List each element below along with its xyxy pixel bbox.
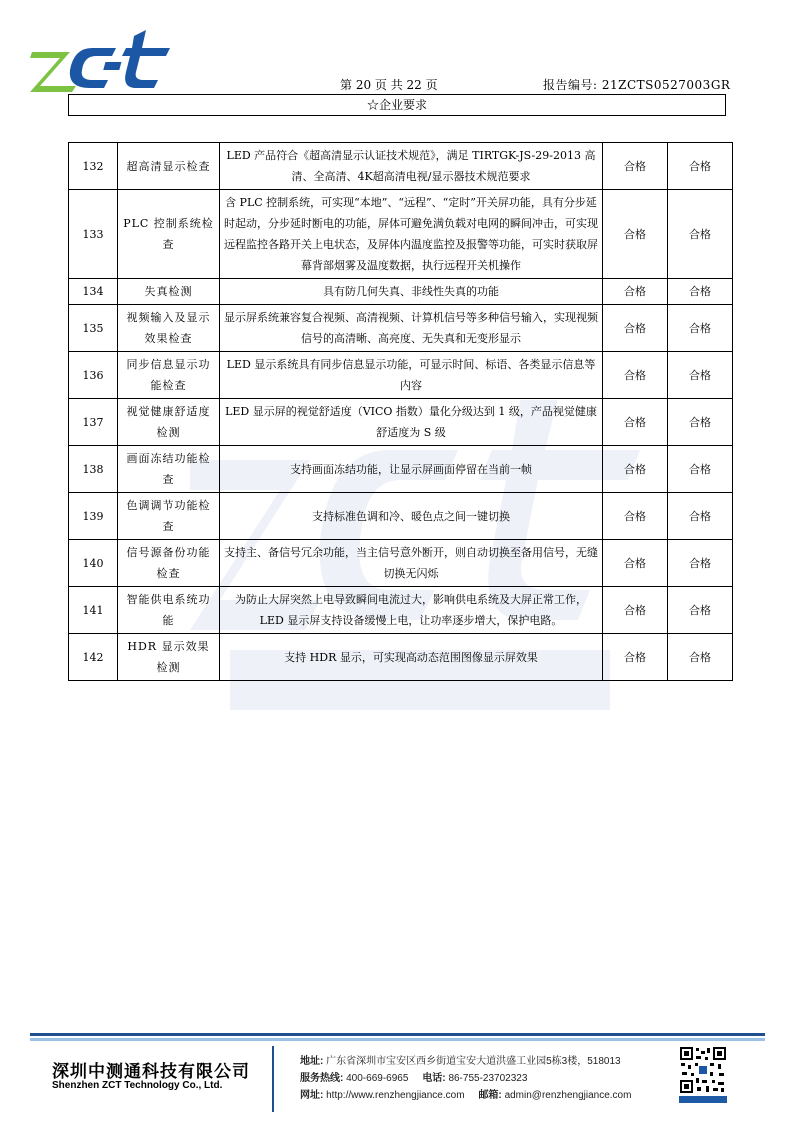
item-name: 智能供电系统功能 <box>118 587 220 634</box>
qr-code <box>679 1046 727 1094</box>
table-row <box>69 279 733 305</box>
item-name: 画面冻结功能检查 <box>118 446 220 493</box>
item-requirement: LED 产品符合《超高清显示认证技术规范》，满足 TIRTGK-JS-29-2013 高清、全高清、4K超高清电视/显示器技术规范要求 <box>220 143 603 190</box>
item-result-1: 合格 <box>603 446 668 493</box>
item-number: 135 <box>69 305 118 352</box>
company-name-cn: 深圳中测通科技有限公司 <box>52 1062 250 1082</box>
web-label: 网址: <box>300 1090 324 1101</box>
item-name: 色调调节功能检查 <box>118 493 220 540</box>
item-requirement: 支持 HDR 显示，可实现高动态范围图像显示屏效果 <box>220 634 603 681</box>
phone-line <box>300 1069 527 1084</box>
item-result-2: 合格 <box>668 305 733 352</box>
item-requirement: 具有防几何失真、非线性失真的功能 <box>220 279 603 305</box>
item-result-1: 合格 <box>603 305 668 352</box>
item-number: 142 <box>69 634 118 681</box>
report-number: 报告编号: 21ZCTS0527003GR <box>543 78 731 92</box>
item-result-2: 合格 <box>668 352 733 399</box>
zct-logo <box>30 30 176 92</box>
hotline-label: 服务热线: <box>300 1073 344 1084</box>
table-row <box>69 190 733 279</box>
table-row <box>69 540 733 587</box>
item-result-1: 合格 <box>603 143 668 190</box>
footer-separator <box>272 1046 274 1112</box>
item-result-2: 合格 <box>668 190 733 279</box>
section-title: ☆企业要求 <box>68 94 726 116</box>
item-number: 139 <box>69 493 118 540</box>
item-requirement: 支持主、备信号冗余功能，当主信号意外断开，则自动切换至备用信号，无缝切换无闪烁 <box>220 540 603 587</box>
item-name: 超高清显示检查 <box>118 143 220 190</box>
table-row <box>69 143 733 190</box>
table-row <box>69 399 733 446</box>
phone-value: 86-755-23702323 <box>448 1073 528 1084</box>
qr-caption-bar <box>679 1096 727 1103</box>
item-result-1: 合格 <box>603 190 668 279</box>
item-number: 133 <box>69 190 118 279</box>
item-number: 140 <box>69 540 118 587</box>
item-name: PLC 控制系统检查 <box>118 190 220 279</box>
footer-rule <box>30 1033 765 1036</box>
item-requirement: 支持标准色调和冷、暖色点之间一键切换 <box>220 493 603 540</box>
table-row <box>69 634 733 681</box>
email-link[interactable]: admin@renzhengjiance.com <box>504 1090 632 1101</box>
table-row <box>69 352 733 399</box>
web-line <box>300 1086 631 1101</box>
item-result-2: 合格 <box>668 634 733 681</box>
address-label: 地址: <box>300 1056 324 1067</box>
footer-rule-light <box>30 1038 765 1041</box>
item-number: 137 <box>69 399 118 446</box>
web-link[interactable]: http://www.renzhengjiance.com <box>326 1090 465 1101</box>
table-row <box>69 446 733 493</box>
item-requirement: LED 显示屏的视觉舒适度（VICO 指数）量化分级达到 1 级，产品视觉健康舒适度为 S 级 <box>220 399 603 446</box>
item-result-1: 合格 <box>603 587 668 634</box>
item-result-1: 合格 <box>603 540 668 587</box>
item-name: 失真检测 <box>118 279 220 305</box>
email-label: 邮箱: <box>478 1090 502 1101</box>
item-requirement: 含 PLC 控制系统，可实现“本地”、“远程”、“定时”开关屏功能，具有分步延时起动，分步延时断电的功能，屏体可避免满负载对电网的瞬间冲击，可实现远程监控各路开关上电状态，及屏体内温度监控及报警等功能，可实时获取屏幕背部烟雾及温度数据，执行远程开关机操作 <box>220 190 603 279</box>
item-result-2: 合格 <box>668 446 733 493</box>
item-result-2: 合格 <box>668 540 733 587</box>
item-number: 132 <box>69 143 118 190</box>
item-result-2: 合格 <box>668 493 733 540</box>
item-result-2: 合格 <box>668 587 733 634</box>
item-requirement: 支持画面冻结功能，让显示屏画面停留在当前一帧 <box>220 446 603 493</box>
item-number: 138 <box>69 446 118 493</box>
requirements-table <box>68 142 733 681</box>
table-row <box>69 305 733 352</box>
phone-label: 电话: <box>422 1073 446 1084</box>
table-row <box>69 493 733 540</box>
item-result-1: 合格 <box>603 493 668 540</box>
item-name: 信号源备份功能检查 <box>118 540 220 587</box>
item-result-1: 合格 <box>603 352 668 399</box>
address-value: 广东省深圳市宝安区西乡街道宝安大道洪盛工业园5栋3楼，518013 <box>326 1056 621 1067</box>
item-name: HDR 显示效果检测 <box>118 634 220 681</box>
item-number: 141 <box>69 587 118 634</box>
item-number: 136 <box>69 352 118 399</box>
item-result-1: 合格 <box>603 634 668 681</box>
hotline-value: 400-669-6965 <box>346 1073 409 1084</box>
item-result-1: 合格 <box>603 279 668 305</box>
item-result-2: 合格 <box>668 279 733 305</box>
item-name: 同步信息显示功能检查 <box>118 352 220 399</box>
item-name: 视频输入及显示效果检查 <box>118 305 220 352</box>
item-result-2: 合格 <box>668 399 733 446</box>
item-result-2: 合格 <box>668 143 733 190</box>
item-name: 视觉健康舒适度检测 <box>118 399 220 446</box>
item-requirement: 显示屏系统兼容复合视频、高清视频、计算机信号等多种信号输入，实现视频信号的高清晰、高亮度、无失真和无变形显示 <box>220 305 603 352</box>
item-result-1: 合格 <box>603 399 668 446</box>
item-requirement: 为防止大屏突然上电导致瞬间电流过大，影响供电系统及大屏正常工作，LED 显示屏支持设备缓慢上电，让功率逐步增大，保护电路。 <box>220 587 603 634</box>
company-name-en: Shenzhen ZCT Technology Co., Ltd. <box>52 1080 223 1091</box>
page-number: 第 20 页 共 22 页 <box>340 78 438 92</box>
item-number: 134 <box>69 279 118 305</box>
item-requirement: LED 显示系统具有同步信息显示功能，可显示时间、标语、各类显示信息等内容 <box>220 352 603 399</box>
address-line <box>300 1052 621 1067</box>
table-row <box>69 587 733 634</box>
